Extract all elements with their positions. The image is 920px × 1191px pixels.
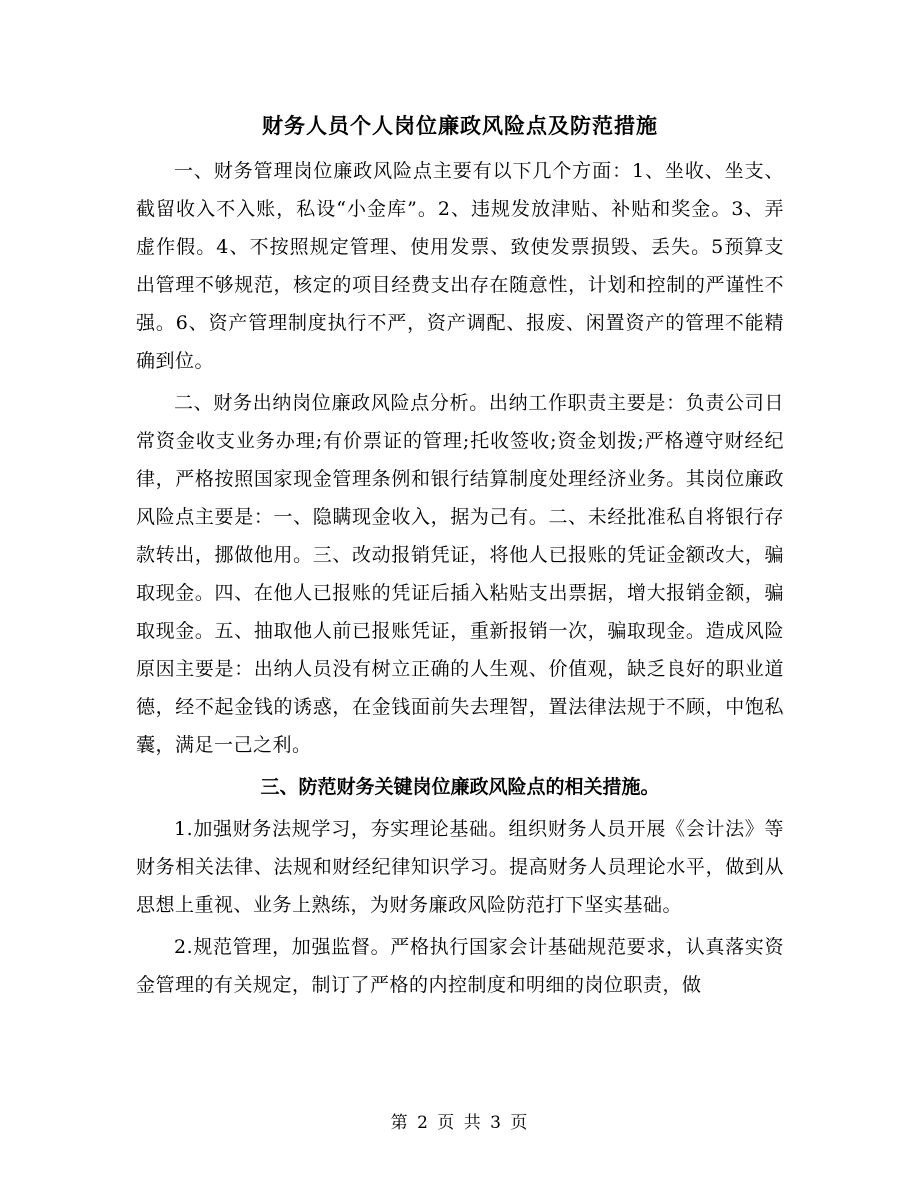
page-number-footer: 第 2 页 共 3 页 — [390, 1113, 530, 1133]
paragraph-measure-1: 1.加强财务法规学习，夯实理论基础。组织财务人员开展《会计法》等财务相关法律、法规和财经纪律知识学习。提高财务人员理论水平，做到从思想上重视、业务上熟练，为财务廉政风险防范打下坚实基础。 — [136, 818, 784, 916]
paragraph-measure-2: 2.规范管理，加强监督。严格执行国家会计基础规范要求，认真落实资金管理的有关规定，制订了严格的内控制度和明细的岗位职责，做 — [136, 936, 784, 996]
paragraph-cashier-risks: 二、财务出纳岗位廉政风险点分析。出纳工作职责主要是：负责公司日常资金收支业务办理;有价票证的管理;托收签收;资金划拨;严格遵守财经纪律，严格按照国家现金管理条例和银行结算制度处理经济业务。其岗位廉政风险点主要是：一、隐瞒现金收入，据为己有。二、未经批准私自将银行存款转出，挪做他用。三、改动报销凭证，将他人已报账的凭证金额改大，骗取现金。四、在他人已报账的凭证后插入粘贴支出票据，增大报销金额，骗取现金。五、抽取他人前已报账凭证，重新报销一次，骗取现金。造成风险原因主要是：出纳人员没有树立正确的人生观、价值观，缺乏良好的职业道德，经不起金钱的诱惑，在金钱面前失去理智，置法律法规于不顾，中饱私囊，满足一己之利。 — [136, 392, 784, 756]
document-title: 财务人员个人岗位廉政风险点及防范措施 — [262, 113, 658, 138]
section-heading-measures: 三、防范财务关键岗位廉政风险点的相关措施。 — [260, 776, 660, 798]
document-body — [136, 152, 784, 1008]
paragraph-management-risks: 一、财务管理岗位廉政风险点主要有以下几个方面：1、坐收、坐支、截留收入不入账，私设“小金库”。2、违规发放津贴、补贴和奖金。3、弄虚作假。4、不按照规定管理、使用发票、致使发票损毁、丢失。5预算支出管理不够规范，核定的项目经费支出存在随意性，计划和控制的严谨性不强。6、资产管理制度执行不严，资产调配、报废、闲置资产的管理不能精确到位。 — [136, 160, 784, 372]
